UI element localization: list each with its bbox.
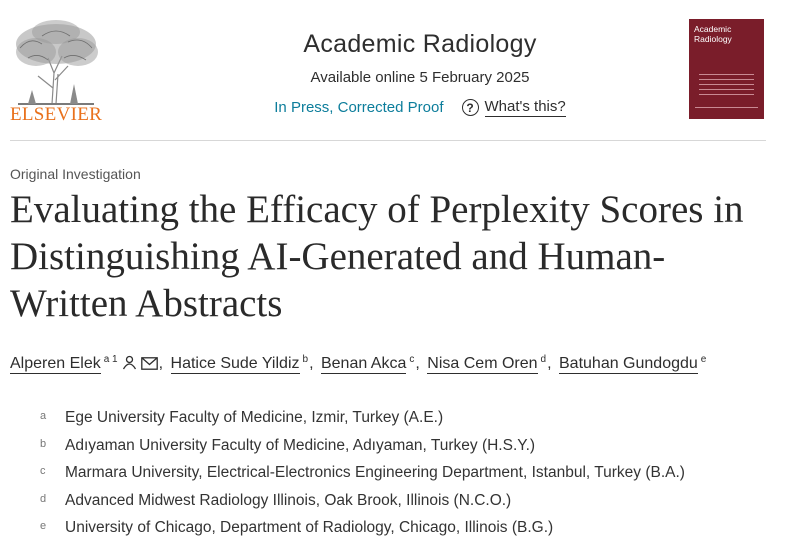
author-superscript[interactable]: c [409, 354, 415, 365]
journal-info [200, 30, 640, 117]
whats-this-button[interactable] [462, 98, 566, 117]
question-circle-icon: ? [462, 99, 479, 116]
author-superscript[interactable]: a 1 [103, 354, 118, 365]
affiliation-label: d [40, 492, 47, 505]
affiliation-item [40, 464, 790, 492]
envelope-icon[interactable] [141, 357, 158, 375]
affiliation-list [40, 409, 790, 547]
status-row [200, 98, 640, 117]
author-superscript[interactable]: d [540, 354, 547, 365]
author-superscript[interactable]: e [700, 354, 707, 365]
cover-title: Academic Radiology [694, 24, 732, 44]
author-1: Alperen Elek $^{a 1}$ , [10, 355, 166, 372]
cover-footer [695, 107, 758, 114]
author-name-link[interactable]: Hatice Sude Yildiz [170, 355, 300, 373]
affiliation-text: Ege University Faculty of Medicine, Izmir, Turkey (A.E.) [65, 409, 444, 426]
affiliation-item [40, 409, 790, 437]
cover-decoration [699, 74, 754, 99]
author-list [10, 354, 706, 375]
availability-date: Available online 5 February 2025 [310, 69, 530, 86]
affiliation-text: Marmara University, Electrical-Electronics Engineering Department, Istanbul, Turkey (B.A.) [65, 464, 685, 481]
author-name-link[interactable]: Batuhan Gundogdu [559, 355, 698, 373]
in-press-link[interactable]: In Press, Corrected Proof [274, 99, 444, 116]
affiliation-text: Adıyaman University Faculty of Medicine, Adıyaman, Turkey (H.S.Y.) [65, 436, 536, 454]
journal-title-link[interactable]: Academic Radiology [303, 30, 537, 58]
author-2: Hatice Sude Yildiz $^b$, [170, 354, 314, 373]
author-superscript[interactable]: b [302, 354, 309, 365]
author-5 [559, 355, 706, 372]
affiliation-item [40, 519, 790, 547]
author-3: Benan Akca $^c$, [320, 354, 420, 373]
author-4: Nisa Cem Oren $^d$, [427, 354, 552, 373]
affiliation-text: Advanced Midwest Radiology Illinois, Oak Brook, Illinois (N.C.O.) [65, 491, 512, 509]
article-title: Evaluating the Efficacy of Perplexity Scores in Distinguishing AI-Generated and Human-Written Abstracts [10, 188, 744, 325]
whats-this-label: What's this? [484, 98, 566, 115]
affiliation-text: University of Chicago, Department of Radiology, Chicago, Illinois (B.G.) [65, 519, 554, 536]
author-name-link[interactable]: Nisa Cem Oren [427, 355, 538, 373]
publisher-name: ELSEVIER [10, 104, 103, 125]
person-icon[interactable] [122, 355, 137, 375]
affiliation-label: b [40, 437, 47, 450]
article-header [0, 0, 800, 140]
affiliation-item [40, 492, 790, 520]
author-name-link[interactable]: Alperen Elek [10, 355, 101, 373]
affiliation-label: a [40, 410, 47, 422]
author-name-link[interactable]: Benan Akca [320, 355, 407, 373]
article-type: Original Investigation [10, 166, 141, 182]
affiliation-label: c [40, 465, 46, 477]
affiliation-item [40, 437, 790, 465]
journal-cover-image[interactable] [689, 19, 764, 119]
tree-icon [8, 18, 104, 108]
affiliation-label: e [40, 520, 47, 532]
header-divider [10, 140, 766, 141]
